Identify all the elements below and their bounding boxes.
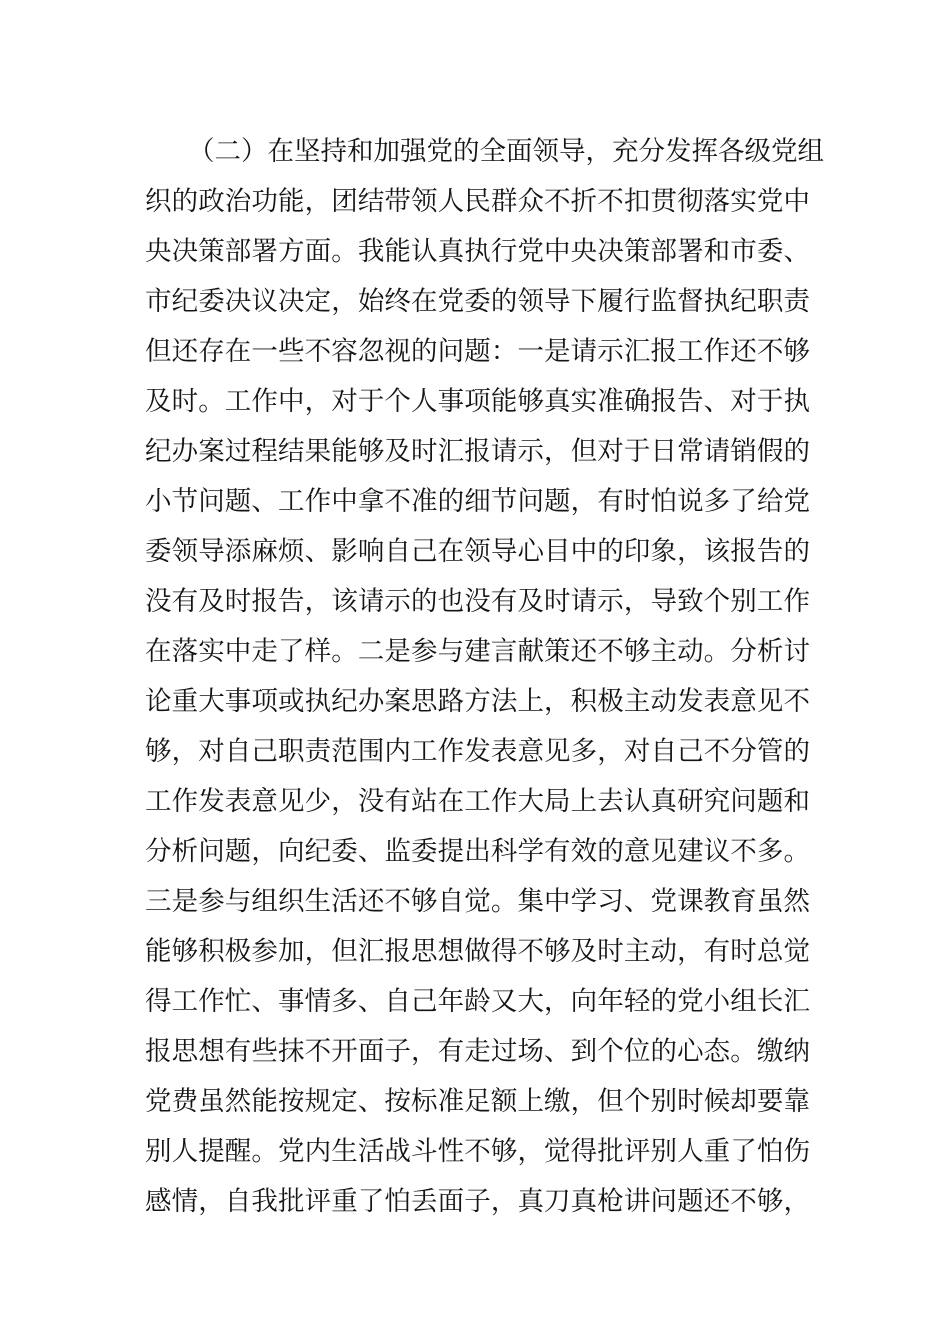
paragraph-line-17: 能够积极参加，但汇报思想做得不够及时主动，有时总觉 xyxy=(145,936,810,967)
paragraph-line-6: 及时。工作中，对于个人事项能够真实准确报告、对于执 xyxy=(145,386,810,417)
paragraph-line-1: （二）在坚持和加强党的全面领导，充分发挥各级党组 xyxy=(188,136,824,167)
paragraph-line-14: 工作发表意见少，没有站在工作大局上去认真研究问题和 xyxy=(145,786,810,817)
paragraph-line-19: 报思想有些抹不开面子，有走过场、到个位的心态。缴纳 xyxy=(145,1036,810,1067)
paragraph-line-4: 市纪委决议决定，始终在党委的领导下履行监督执纪职责 xyxy=(145,286,810,317)
paragraph-line-10: 没有及时报告，该请示的也没有及时请示，导致个别工作 xyxy=(145,586,810,617)
paragraph-line-3: 央决策部署方面。我能认真执行党中央决策部署和市委、 xyxy=(145,236,810,267)
paragraph-line-18: 得工作忙、事情多、自己年龄又大，向年轻的党小组长汇 xyxy=(145,986,810,1017)
paragraph-line-13: 够，对自己职责范围内工作发表意见多，对自己不分管的 xyxy=(145,736,810,767)
paragraph-line-22: 感情，自我批评重了怕丢面子，真刀真枪讲问题还不够， xyxy=(145,1186,810,1217)
paragraph-line-2: 织的政治功能，团结带领人民群众不折不扣贯彻落实党中 xyxy=(145,186,810,217)
paragraph-line-16: 三是参与组织生活还不够自觉。集中学习、党课教育虽然 xyxy=(145,886,810,917)
paragraph-line-7: 纪办案过程结果能够及时汇报请示，但对于日常请销假的 xyxy=(145,436,810,467)
paragraph-line-21: 别人提醒。党内生活战斗性不够，觉得批评别人重了怕伤 xyxy=(145,1136,810,1167)
paragraph-line-12: 论重大事项或执纪办案思路方法上，积极主动发表意见不 xyxy=(145,686,810,717)
paragraph-line-8: 小节问题、工作中拿不准的细节问题，有时怕说多了给党 xyxy=(145,486,810,517)
paragraph-line-15: 分析问题，向纪委、监委提出科学有效的意见建议不多。 xyxy=(145,836,810,867)
paragraph-line-5: 但还存在一些不容忽视的问题：一是请示汇报工作还不够 xyxy=(145,336,810,367)
paragraph-line-9: 委领导添麻烦、影响自己在领导心目中的印象，该报告的 xyxy=(145,536,810,567)
paragraph-line-20: 党费虽然能按规定、按标准足额上缴，但个别时候却要靠 xyxy=(145,1086,810,1117)
paragraph-line-11: 在落实中走了样。二是参与建言献策还不够主动。分析讨 xyxy=(145,636,810,667)
